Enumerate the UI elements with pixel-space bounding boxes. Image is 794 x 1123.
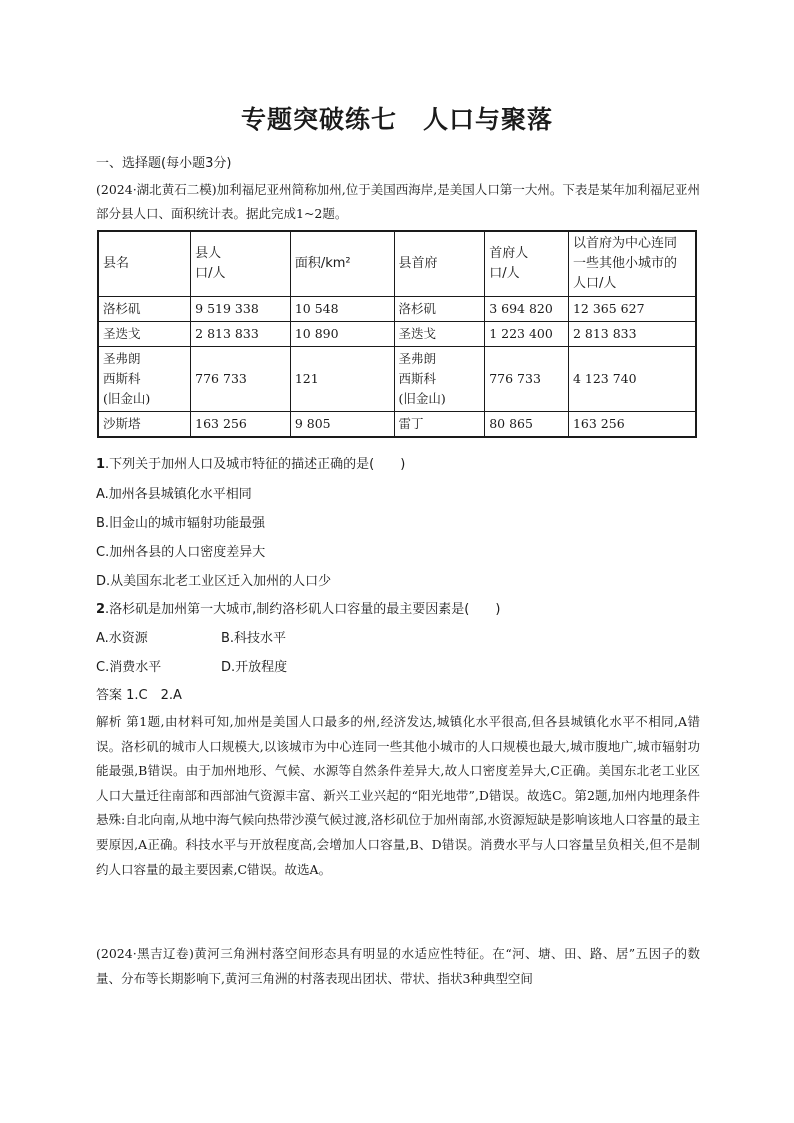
question-text: .洛杉矶是加州第一大城市,制约洛杉矶人口容量的最主要因素是( ) [105,602,501,617]
option-1d: D.从美国东北老工业区迁入加州的人口少 [96,574,332,589]
question-number: 2 [96,602,106,617]
table-cell: 洛杉矶 [394,297,485,322]
table-cell: 圣弗朗 西斯科 (旧金山) [98,347,191,412]
table-cell: 163 256 [568,412,696,438]
table-header-row [98,231,696,297]
table-cell: 4 123 740 [568,347,696,412]
table-header-cell: 面积/km² [290,231,394,297]
option-2b: B.科技水平 [221,631,287,646]
next-question-intro: (2024·黑吉辽卷)黄河三角洲村落空间形态具有明显的水适应性特征。在“河、塘、田、路、居”五因子的数量、分布等长期影响下,黄河三角洲的村落表现出团状、带状、指状3种典型空间 [96,946,700,986]
option-1a: A.加州各县城镇化水平相同 [96,487,252,502]
table-row [98,412,696,438]
table-cell: 3 694 820 [485,297,569,322]
table-header-cell: 首府人 口/人 [485,231,569,297]
population-table [97,230,697,438]
table-header-cell: 县首府 [394,231,485,297]
option-2a: A.水资源 [96,631,148,646]
table-cell: 163 256 [191,412,291,438]
table-cell: 1 223 400 [485,322,569,347]
table-cell: 121 [290,347,394,412]
section-heading: 一、选择题(每小题3分) [96,156,232,171]
table-cell: 10 548 [290,297,394,322]
option-2c: C.消费水平 [96,660,162,675]
table-cell: 圣迭戈 [98,322,191,347]
question-1-stem [96,453,405,472]
table-cell: 776 733 [191,347,291,412]
option-1c: C.加州各县的人口密度差异大 [96,545,266,560]
table-header-cell: 县名 [98,231,191,297]
table-row [98,322,696,347]
option-1b: B.旧金山的城市辐射功能最强 [96,516,266,531]
table-cell: 圣迭戈 [394,322,485,347]
table-cell: 洛杉矶 [98,297,191,322]
question-text: .下列关于加州人口及城市特征的描述正确的是( ) [105,457,406,472]
question-number: 1 [96,457,106,472]
table-cell: 776 733 [485,347,569,412]
table-cell: 2 813 833 [568,322,696,347]
table-row [98,347,696,412]
option-2d: D.开放程度 [221,660,288,675]
explanation-text: 解析 第1题,由材料可知,加州是美国人口最多的州,经济发达,城镇化水平很高,但各县城镇化水平不相同,A错误。洛杉矶的城市人口规模大,以该城市为中心连同一些其他小城市的人口规模也最大,城市腹地广,城市辐射功能最强,B错误。由于加州地形、气候、水源等自然条件差异大,故人口密度差异大,C正确。美国东北老工业区人口大量迁往南部和西部油气资源丰富、新兴工业兴起的“阳光地带”,D错误。故选C。第2题,加州内地理条件悬殊:自北向南,从地中海气候向热带沙漠气候过渡,洛杉矶位于加州南部,水资源短缺是影响该地人口容量的最主要原因,A正确。科技水平与开放程度高,会增加人口容量,B、D错误。消费水平与人口容量呈负相关,但不是制约人口容量的最主要因素,C错误。故选A。 [96,714,700,877]
table-cell: 沙斯塔 [98,412,191,438]
table-cell: 9 805 [290,412,394,438]
table-cell: 圣弗朗 西斯科 (旧金山) [394,347,485,412]
table-cell: 10 890 [290,322,394,347]
table-header-cell: 以首府为中心连同 一些其他小城市的 人口/人 [568,231,696,297]
answer-line: 答案 1.C 2.A [96,688,182,703]
table-cell: 2 813 833 [191,322,291,347]
table-cell: 雷丁 [394,412,485,438]
table-cell: 80 865 [485,412,569,438]
question-2-stem [96,598,500,617]
table-header-cell: 县人 口/人 [191,231,291,297]
question-intro: (2024·湖北黄石二模)加利福尼亚州简称加州,位于美国西海岸,是美国人口第一大州。下表是某年加利福尼亚州部分县人口、面积统计表。据此完成1~2题。 [96,182,700,221]
table-row [98,297,696,322]
table-cell: 12 365 627 [568,297,696,322]
table-cell: 9 519 338 [191,297,291,322]
page-title: 专题突破练七 人口与聚落 [240,105,553,134]
